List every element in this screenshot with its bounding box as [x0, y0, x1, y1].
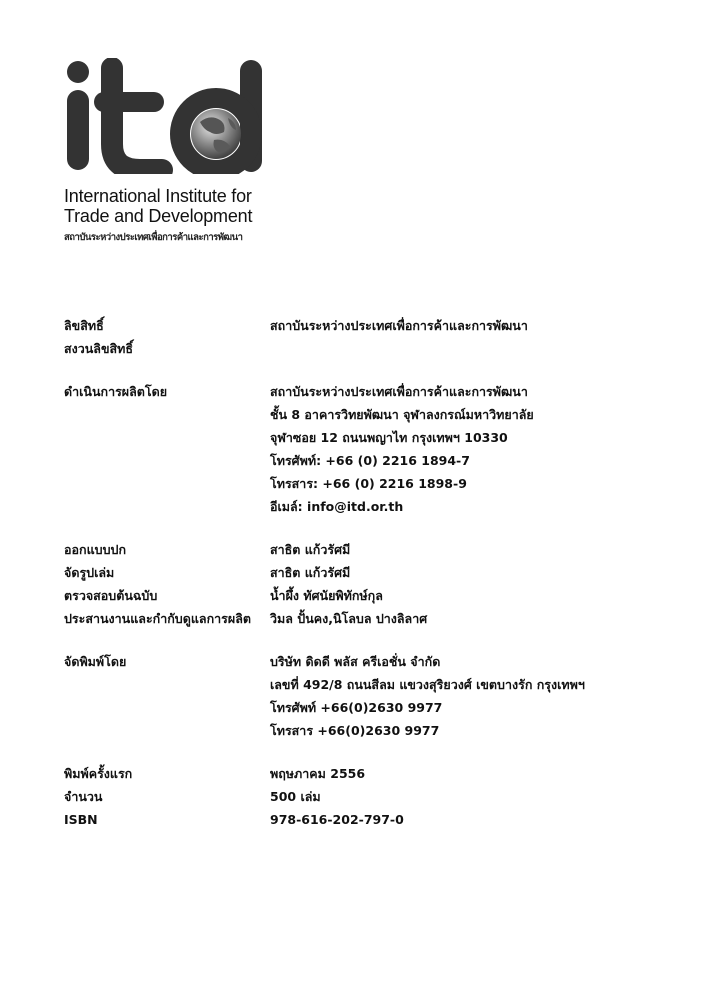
- info-row: [64, 696, 664, 719]
- globe-icon: [191, 109, 241, 159]
- row-value: โทรศัพท์: +66 (0) 2216 1894-7: [270, 453, 470, 468]
- row-value: สาธิต แก้วรัศมี: [270, 565, 351, 580]
- row-value: บริษัท ดิดดี พลัส ครีเอชั่น จำกัด: [270, 654, 441, 669]
- info-row: [64, 495, 664, 518]
- info-row: [64, 785, 664, 808]
- row-value: จุฬาซอย 12 ถนนพญาไท กรุงเทพฯ 10330: [270, 430, 508, 445]
- row-value: 978-616-202-797-0: [270, 812, 404, 827]
- row-label: [64, 495, 270, 518]
- row-label: [64, 472, 270, 495]
- info-row: [64, 426, 664, 449]
- row-label: [64, 449, 270, 472]
- edition-section: [64, 762, 664, 831]
- row-label: ISBN: [64, 812, 98, 827]
- row-value: สถาบันระหว่างประเทศเพื่อการค้าและการพัฒนา: [270, 384, 528, 399]
- row-label: จัดพิมพ์โดย: [64, 654, 127, 669]
- row-label: จัดรูปเล่ม: [64, 565, 115, 580]
- logo-name-english: [64, 186, 284, 226]
- imprint-info: [64, 314, 664, 851]
- info-row: [64, 650, 664, 673]
- row-label: [64, 673, 270, 696]
- logo-name-en-line1: International Institute for: [64, 186, 252, 206]
- producer-section: [64, 380, 664, 518]
- row-value: วิมล ปั้นคง,นิโลบล ปางลิลาศ: [270, 611, 428, 626]
- row-label: จำนวน: [64, 789, 103, 804]
- itd-logo-mark: [64, 58, 264, 174]
- row-label: ลิขสิทธิ์: [64, 318, 104, 333]
- row-label: ประสานงานและกำกับดูแลการผลิต: [64, 611, 251, 626]
- row-label: ออกแบบปก: [64, 542, 127, 557]
- info-row: [64, 403, 664, 426]
- info-row: [64, 673, 664, 696]
- row-value: อีเมล์: info@itd.or.th: [270, 499, 404, 514]
- info-row: [64, 561, 664, 584]
- row-label: พิมพ์ครั้งแรก: [64, 766, 133, 781]
- itd-logo: [64, 58, 284, 245]
- row-value: โทรสาร +66(0)2630 9977: [270, 723, 440, 738]
- info-row: [64, 762, 664, 785]
- row-label: [64, 403, 270, 426]
- info-row: [64, 719, 664, 742]
- row-value: สาธิต แก้วรัศมี: [270, 542, 351, 557]
- row-value: น้ำผึ้ง ทัศนัยพิทักษ์กุล: [270, 588, 383, 603]
- info-row: [64, 380, 664, 403]
- row-label: ดำเนินการผลิตโดย: [64, 384, 168, 399]
- info-row: [64, 314, 664, 337]
- row-value: [270, 337, 664, 360]
- row-value: พฤษภาคม 2556: [270, 766, 366, 781]
- info-row: [64, 337, 664, 360]
- row-value: 500 เล่ม: [270, 789, 321, 804]
- row-value: โทรศัพท์ +66(0)2630 9977: [270, 700, 443, 715]
- row-label: [64, 719, 270, 742]
- row-label: สงวนลิขสิทธิ์: [64, 341, 134, 356]
- logo-name-en-line2: Trade and Development: [64, 206, 253, 226]
- row-value: โทรสาร: +66 (0) 2216 1898-9: [270, 476, 467, 491]
- row-label: ตรวจสอบต้นฉบับ: [64, 588, 158, 603]
- info-row: [64, 538, 664, 561]
- info-row: [64, 607, 664, 630]
- info-row: [64, 472, 664, 495]
- logo-name-thai: สถาบันระหว่างประเทศเพื่อการค้าและการพัฒนา: [64, 232, 243, 243]
- info-row: [64, 808, 664, 831]
- credits-section: [64, 538, 664, 630]
- row-value: เลขที่ 492/8 ถนนสีลม แขวงสุริยวงศ์ เขตบางรัก กรุงเทพฯ: [270, 677, 585, 692]
- row-value: สถาบันระหว่างประเทศเพื่อการค้าและการพัฒนา: [270, 318, 528, 333]
- info-row: [64, 449, 664, 472]
- row-label: [64, 696, 270, 719]
- row-value: ชั้น 8 อาคารวิทยพัฒนา จุฬาลงกรณ์มหาวิทยาลัย: [270, 407, 534, 422]
- copyright-section: [64, 314, 664, 360]
- info-row: [64, 584, 664, 607]
- row-label: [64, 426, 270, 449]
- printer-section: [64, 650, 664, 742]
